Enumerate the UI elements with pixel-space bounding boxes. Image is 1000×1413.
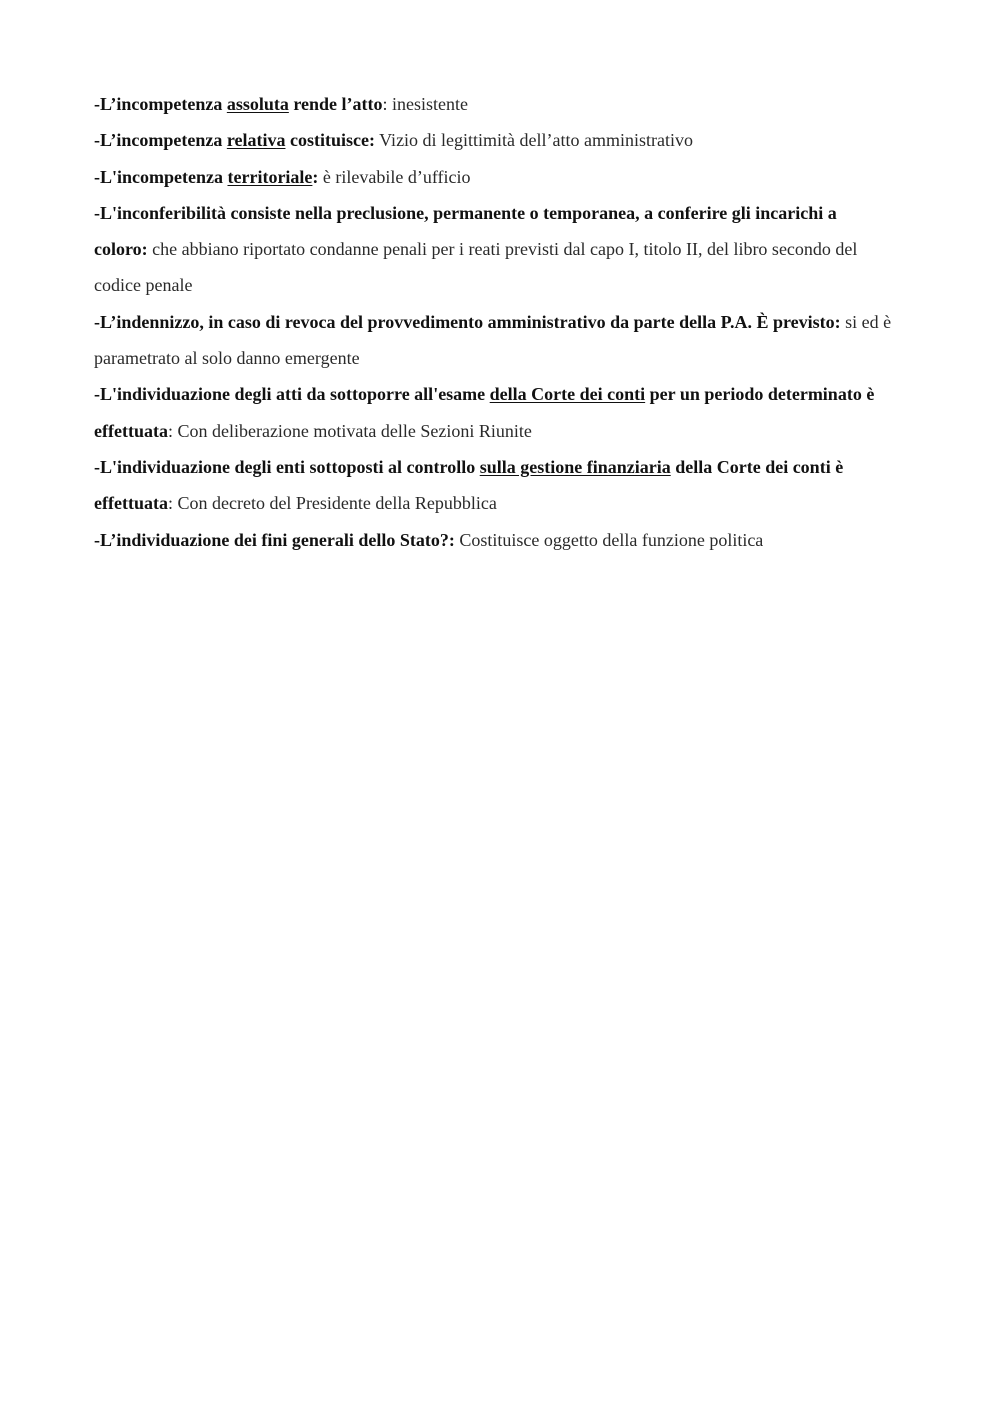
entry-term: : (312, 166, 319, 187)
entry-indennizzo (94, 304, 894, 377)
entry-term: -L’indennizzo, in caso di revoca del provvedimento amministrativo da parte della P.A. È previsto: (94, 311, 841, 332)
entry-answer: : Con deliberazione motivata delle Sezioni Riunite (167, 420, 532, 441)
entry-term: -L'individuazione degli atti da sottoporre all'esame (94, 384, 490, 405)
entry-term: costituisce: (285, 130, 375, 151)
entry-answer: Costituisce oggetto della funzione politica (454, 529, 764, 550)
entry-answer: Vizio di legittimità dell’atto amministrativo (374, 130, 694, 151)
entry-term: -L'incompetenza (94, 166, 228, 187)
entry-term: rende l’atto (288, 94, 383, 114)
entry-individuazione-fini (94, 522, 894, 558)
entry-term: -L’incompetenza (94, 130, 227, 151)
entry-answer: è rilevabile d’ufficio (318, 166, 471, 187)
entry-individuazione-atti (94, 376, 894, 449)
entry-answer: : Con decreto del Presidente della Repubblica (167, 493, 497, 514)
entry-term: -L'individuazione degli enti sottoposti al controllo (94, 456, 480, 477)
document-page (94, 86, 894, 558)
entry-term: per un periodo determinato è effettuata (94, 384, 875, 441)
entry-term-underlined: assoluta (226, 94, 289, 114)
entry-inconferibilita (94, 195, 894, 304)
entry-incompetenza-relativa (94, 122, 894, 158)
entry-answer: che abbiano riportato condanne penali per i reati previsti dal capo I, titolo II, del libro secondo del codice penale (94, 239, 858, 296)
entry-term: -L'inconferibilità consiste nella preclusione, permanente o temporanea, a conferire gli incarichi a coloro: (94, 202, 837, 260)
entry-answer: : inesistente (382, 94, 468, 114)
entry-term-underlined: della Corte dei conti (489, 384, 646, 405)
entry-answer: si ed è parametrato al solo danno emergente (94, 311, 892, 369)
entry-term-underlined: sulla gestione finanziaria (479, 456, 671, 477)
entry-term-underlined: relativa (226, 130, 286, 151)
entry-term: -L’individuazione dei fini generali dello Stato?: (94, 529, 455, 550)
entry-individuazione-enti (94, 449, 894, 522)
entry-term: della Corte dei conti è effettuata (94, 456, 844, 514)
entry-term-underlined: territoriale (227, 166, 313, 187)
entry-incompetenza-territoriale (94, 159, 894, 195)
entry-incompetenza-assoluta (94, 86, 894, 122)
entry-term: -L’incompetenza (94, 94, 227, 114)
